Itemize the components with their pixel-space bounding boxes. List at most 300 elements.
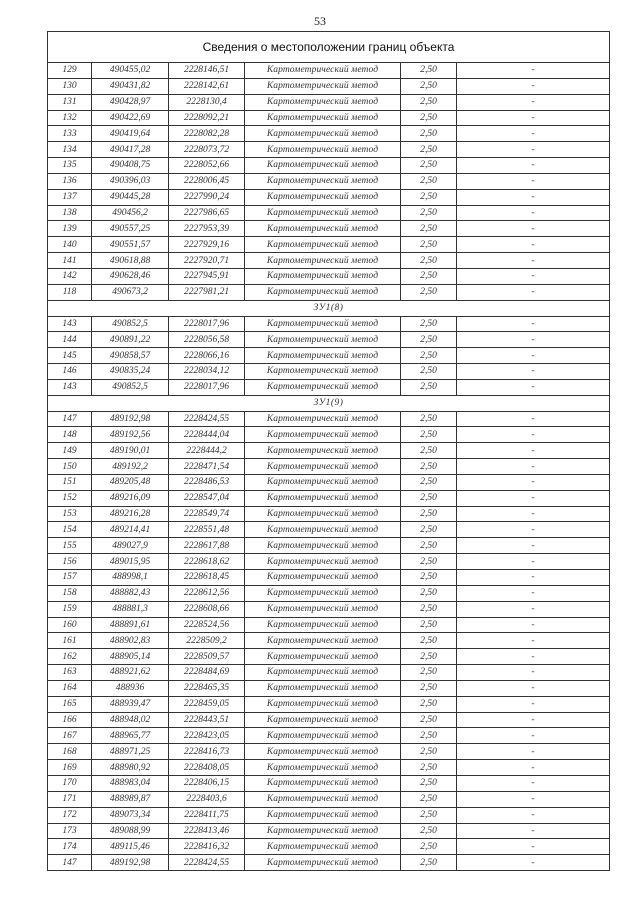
coord-y-cell: 2227986,65 [169,205,245,221]
table-row [48,411,610,427]
method-cell: Картометрический метод [245,205,401,221]
point-number-cell: 143 [48,316,92,332]
coord-y-cell: 2228618,62 [169,554,245,570]
point-number-cell: 170 [48,775,92,791]
coord-y-cell: 2228618,45 [169,570,245,586]
note-cell: - [457,728,610,744]
accuracy-cell: 2,50 [401,173,457,189]
point-number-cell: 154 [48,522,92,538]
coord-x-cell: 488983,04 [92,775,169,791]
point-number-cell: 135 [48,158,92,174]
note-cell: - [457,237,610,253]
method-cell: Картометрический метод [245,94,401,110]
note-cell: - [457,855,610,871]
accuracy-cell: 2,50 [401,649,457,665]
point-number-cell: 165 [48,696,92,712]
note-cell: - [457,364,610,380]
method-cell: Картометрический метод [245,78,401,94]
accuracy-cell: 2,50 [401,744,457,760]
coord-x-cell: 490422,69 [92,110,169,126]
point-number-cell: 132 [48,110,92,126]
table-row [48,78,610,94]
note-cell: - [457,443,610,459]
note-cell: - [457,712,610,728]
note-cell: - [457,348,610,364]
method-cell: Картометрический метод [245,474,401,490]
accuracy-cell: 2,50 [401,221,457,237]
method-cell: Картометрический метод [245,284,401,300]
method-cell: Картометрический метод [245,570,401,586]
accuracy-cell: 2,50 [401,791,457,807]
table-row [48,364,610,380]
note-cell: - [457,744,610,760]
coord-y-cell: 2228017,96 [169,316,245,332]
coord-x-cell: 489115,46 [92,839,169,855]
coord-x-cell: 490618,88 [92,253,169,269]
method-cell: Картометрический метод [245,158,401,174]
coord-x-cell: 490551,57 [92,237,169,253]
coord-y-cell: 2227929,16 [169,237,245,253]
coord-x-cell: 488939,47 [92,696,169,712]
note-cell: - [457,791,610,807]
note-cell: - [457,649,610,665]
note-cell: - [457,522,610,538]
point-number-cell: 137 [48,189,92,205]
coord-x-cell: 488998,1 [92,570,169,586]
accuracy-cell: 2,50 [401,522,457,538]
method-cell: Картометрический метод [245,554,401,570]
table-row [48,379,610,395]
accuracy-cell: 2,50 [401,332,457,348]
point-number-cell: 152 [48,490,92,506]
method-cell: Картометрический метод [245,142,401,158]
point-number-cell: 157 [48,570,92,586]
table-row [48,221,610,237]
point-number-cell: 146 [48,364,92,380]
point-number-cell: 169 [48,760,92,776]
coord-x-cell: 490431,82 [92,78,169,94]
point-number-cell: 136 [48,173,92,189]
coord-y-cell: 2228066,16 [169,348,245,364]
coord-x-cell: 489205,48 [92,474,169,490]
method-cell: Картометрический метод [245,253,401,269]
coord-x-cell: 489088,99 [92,823,169,839]
coord-x-cell: 489027,9 [92,538,169,554]
coord-x-cell: 490858,57 [92,348,169,364]
note-cell: - [457,173,610,189]
coord-x-cell: 489073,34 [92,807,169,823]
point-number-cell: 130 [48,78,92,94]
method-cell: Картометрический метод [245,807,401,823]
note-cell: - [457,253,610,269]
accuracy-cell: 2,50 [401,760,457,776]
method-cell: Картометрический метод [245,268,401,284]
coord-y-cell: 2228034,12 [169,364,245,380]
method-cell: Картометрический метод [245,744,401,760]
accuracy-cell: 2,50 [401,570,457,586]
method-cell: Картометрический метод [245,823,401,839]
method-cell: Картометрический метод [245,221,401,237]
coord-y-cell: 2228424,55 [169,855,245,871]
point-number-cell: 133 [48,126,92,142]
coord-x-cell: 488891,61 [92,617,169,633]
method-cell: Картометрический метод [245,126,401,142]
point-number-cell: 118 [48,284,92,300]
coord-y-cell: 2228073,72 [169,142,245,158]
method-cell: Картометрический метод [245,173,401,189]
coord-y-cell: 2228416,73 [169,744,245,760]
coord-x-cell: 488905,14 [92,649,169,665]
point-number-cell: 156 [48,554,92,570]
accuracy-cell: 2,50 [401,443,457,459]
note-cell: - [457,268,610,284]
coord-x-cell: 490852,5 [92,379,169,395]
point-number-cell: 140 [48,237,92,253]
coord-y-cell: 2228052,66 [169,158,245,174]
note-cell: - [457,506,610,522]
point-number-cell: 164 [48,680,92,696]
note-cell: - [457,807,610,823]
method-cell: Картометрический метод [245,316,401,332]
note-cell: - [457,680,610,696]
coord-x-cell: 488921,62 [92,665,169,681]
point-number-cell: 171 [48,791,92,807]
accuracy-cell: 2,50 [401,268,457,284]
table-row [48,538,610,554]
coord-y-cell: 2228408,05 [169,760,245,776]
method-cell: Картометрический метод [245,538,401,554]
table-row [48,775,610,791]
accuracy-cell: 2,50 [401,110,457,126]
method-cell: Картометрический метод [245,728,401,744]
coord-y-cell: 2228509,2 [169,633,245,649]
note-cell: - [457,332,610,348]
coord-x-cell: 488971,25 [92,744,169,760]
point-number-cell: 158 [48,585,92,601]
method-cell: Картометрический метод [245,585,401,601]
method-cell: Картометрический метод [245,189,401,205]
method-cell: Картометрический метод [245,649,401,665]
note-cell: - [457,78,610,94]
method-cell: Картометрический метод [245,696,401,712]
accuracy-cell: 2,50 [401,63,457,79]
table-row [48,855,610,871]
coord-x-cell: 489190,01 [92,443,169,459]
coord-x-cell: 489015,95 [92,554,169,570]
point-number-cell: 147 [48,855,92,871]
accuracy-cell: 2,50 [401,411,457,427]
point-number-cell: 139 [48,221,92,237]
method-cell: Картометрический метод [245,680,401,696]
coord-x-cell: 488965,77 [92,728,169,744]
point-number-cell: 172 [48,807,92,823]
section-header-row [48,300,610,316]
accuracy-cell: 2,50 [401,158,457,174]
coord-y-cell: 2228612,56 [169,585,245,601]
method-cell: Картометрический метод [245,506,401,522]
table-row [48,554,610,570]
method-cell: Картометрический метод [245,601,401,617]
point-number-cell: 134 [48,142,92,158]
method-cell: Картометрический метод [245,110,401,126]
coord-y-cell: 2228092,21 [169,110,245,126]
coord-x-cell: 490456,2 [92,205,169,221]
table-row [48,807,610,823]
coord-y-cell: 2227981,21 [169,284,245,300]
point-number-cell: 151 [48,474,92,490]
accuracy-cell: 2,50 [401,459,457,475]
accuracy-cell: 2,50 [401,633,457,649]
table-row [48,791,610,807]
table-title: Сведения о местоположении границ объекта [48,32,610,63]
accuracy-cell: 2,50 [401,775,457,791]
coord-y-cell: 2228549,74 [169,506,245,522]
accuracy-cell: 2,50 [401,379,457,395]
coord-y-cell: 2227920,71 [169,253,245,269]
table-row [48,332,610,348]
note-cell: - [457,554,610,570]
coord-y-cell: 2228413,46 [169,823,245,839]
note-cell: - [457,221,610,237]
coord-x-cell: 488882,43 [92,585,169,601]
point-number-cell: 148 [48,427,92,443]
coord-x-cell: 490455,02 [92,63,169,79]
accuracy-cell: 2,50 [401,94,457,110]
table-row [48,490,610,506]
coord-x-cell: 490557,25 [92,221,169,237]
coord-y-cell: 2228416,32 [169,839,245,855]
note-cell: - [457,538,610,554]
coord-x-cell: 488989,87 [92,791,169,807]
coord-y-cell: 2228142,61 [169,78,245,94]
point-number-cell: 138 [48,205,92,221]
table-row [48,63,610,79]
method-cell: Картометрический метод [245,459,401,475]
note-cell: - [457,205,610,221]
coord-x-cell: 490417,28 [92,142,169,158]
point-number-cell: 160 [48,617,92,633]
coord-y-cell: 2228082,28 [169,126,245,142]
note-cell: - [457,775,610,791]
note-cell: - [457,696,610,712]
table-row [48,570,610,586]
coord-y-cell: 2228444,2 [169,443,245,459]
coord-x-cell: 489214,41 [92,522,169,538]
point-number-cell: 144 [48,332,92,348]
table-row [48,284,610,300]
accuracy-cell: 2,50 [401,696,457,712]
method-cell: Картометрический метод [245,712,401,728]
accuracy-cell: 2,50 [401,78,457,94]
point-number-cell: 145 [48,348,92,364]
coord-y-cell: 2228547,04 [169,490,245,506]
accuracy-cell: 2,50 [401,364,457,380]
accuracy-cell: 2,50 [401,680,457,696]
table-row [48,601,610,617]
coord-y-cell: 2228424,55 [169,411,245,427]
table-row [48,633,610,649]
point-number-cell: 143 [48,379,92,395]
point-number-cell: 147 [48,411,92,427]
method-cell: Картометрический метод [245,490,401,506]
method-cell: Картометрический метод [245,665,401,681]
table-row [48,94,610,110]
point-number-cell: 141 [48,253,92,269]
accuracy-cell: 2,50 [401,728,457,744]
section-header-row [48,395,610,411]
table-row [48,474,610,490]
table-row [48,760,610,776]
coord-y-cell: 2228484,69 [169,665,245,681]
accuracy-cell: 2,50 [401,474,457,490]
accuracy-cell: 2,50 [401,855,457,871]
accuracy-cell: 2,50 [401,316,457,332]
table-row [48,205,610,221]
method-cell: Картометрический метод [245,348,401,364]
table-title-row [48,32,610,63]
boundary-coordinates-table [47,31,610,871]
accuracy-cell: 2,50 [401,427,457,443]
accuracy-cell: 2,50 [401,189,457,205]
table-row [48,237,610,253]
table-row [48,427,610,443]
table-row [48,585,610,601]
accuracy-cell: 2,50 [401,665,457,681]
coord-x-cell: 490396,03 [92,173,169,189]
coord-x-cell: 490891,22 [92,332,169,348]
table-row [48,158,610,174]
note-cell: - [457,585,610,601]
table-row [48,459,610,475]
note-cell: - [457,665,610,681]
accuracy-cell: 2,50 [401,253,457,269]
method-cell: Картометрический метод [245,839,401,855]
coord-y-cell: 2228146,51 [169,63,245,79]
table-row [48,268,610,284]
note-cell: - [457,839,610,855]
coord-x-cell: 490673,2 [92,284,169,300]
table-row [48,617,610,633]
method-cell: Картометрический метод [245,332,401,348]
coord-x-cell: 490852,5 [92,316,169,332]
point-number-cell: 150 [48,459,92,475]
coord-x-cell: 488902,83 [92,633,169,649]
coord-x-cell: 490419,64 [92,126,169,142]
note-cell: - [457,760,610,776]
coord-x-cell: 488881,3 [92,601,169,617]
coord-y-cell: 2228524,56 [169,617,245,633]
table-row [48,712,610,728]
note-cell: - [457,94,610,110]
point-number-cell: 168 [48,744,92,760]
note-cell: - [457,459,610,475]
point-number-cell: 129 [48,63,92,79]
coord-y-cell: 2228403,6 [169,791,245,807]
coord-y-cell: 2228056,58 [169,332,245,348]
table-row [48,253,610,269]
method-cell: Картометрический метод [245,379,401,395]
method-cell: Картометрический метод [245,427,401,443]
coord-x-cell: 489192,98 [92,411,169,427]
table-row [48,522,610,538]
table-row [48,316,610,332]
note-cell: - [457,142,610,158]
method-cell: Картометрический метод [245,522,401,538]
coord-x-cell: 489216,28 [92,506,169,522]
coord-y-cell: 2228465,35 [169,680,245,696]
accuracy-cell: 2,50 [401,823,457,839]
note-cell: - [457,633,610,649]
note-cell: - [457,379,610,395]
point-number-cell: 155 [48,538,92,554]
accuracy-cell: 2,50 [401,126,457,142]
section-label: ЗУ1(9) [48,395,610,411]
coord-y-cell: 2228509,57 [169,649,245,665]
coord-x-cell: 489192,56 [92,427,169,443]
coord-y-cell: 2227990,24 [169,189,245,205]
coord-y-cell: 2228017,96 [169,379,245,395]
coord-x-cell: 488936 [92,680,169,696]
accuracy-cell: 2,50 [401,490,457,506]
coord-y-cell: 2227953,39 [169,221,245,237]
point-number-cell: 153 [48,506,92,522]
coord-x-cell: 490835,24 [92,364,169,380]
accuracy-cell: 2,50 [401,554,457,570]
note-cell: - [457,823,610,839]
table-row [48,649,610,665]
note-cell: - [457,617,610,633]
page-number: 53 [314,14,326,28]
note-cell: - [457,490,610,506]
table-row [48,443,610,459]
method-cell: Картометрический метод [245,443,401,459]
note-cell: - [457,284,610,300]
table-row [48,823,610,839]
coord-y-cell: 2228130,4 [169,94,245,110]
point-number-cell: 142 [48,268,92,284]
coord-y-cell: 2228423,05 [169,728,245,744]
coord-y-cell: 2228406,15 [169,775,245,791]
point-number-cell: 163 [48,665,92,681]
point-number-cell: 167 [48,728,92,744]
method-cell: Картометрический метод [245,855,401,871]
coord-y-cell: 2228471,54 [169,459,245,475]
point-number-cell: 131 [48,94,92,110]
table-row [48,744,610,760]
coord-x-cell: 490428,97 [92,94,169,110]
note-cell: - [457,316,610,332]
accuracy-cell: 2,50 [401,839,457,855]
accuracy-cell: 2,50 [401,284,457,300]
table-row [48,728,610,744]
method-cell: Картометрический метод [245,633,401,649]
coord-x-cell: 490628,46 [92,268,169,284]
coord-y-cell: 2228444,04 [169,427,245,443]
accuracy-cell: 2,50 [401,585,457,601]
method-cell: Картометрический метод [245,237,401,253]
coord-y-cell: 2228006,45 [169,173,245,189]
method-cell: Картометрический метод [245,364,401,380]
table-row [48,126,610,142]
coord-y-cell: 2228459,05 [169,696,245,712]
note-cell: - [457,427,610,443]
coord-y-cell: 2228617,88 [169,538,245,554]
coord-x-cell: 489192,98 [92,855,169,871]
method-cell: Картометрический метод [245,63,401,79]
table-row [48,142,610,158]
note-cell: - [457,158,610,174]
note-cell: - [457,126,610,142]
